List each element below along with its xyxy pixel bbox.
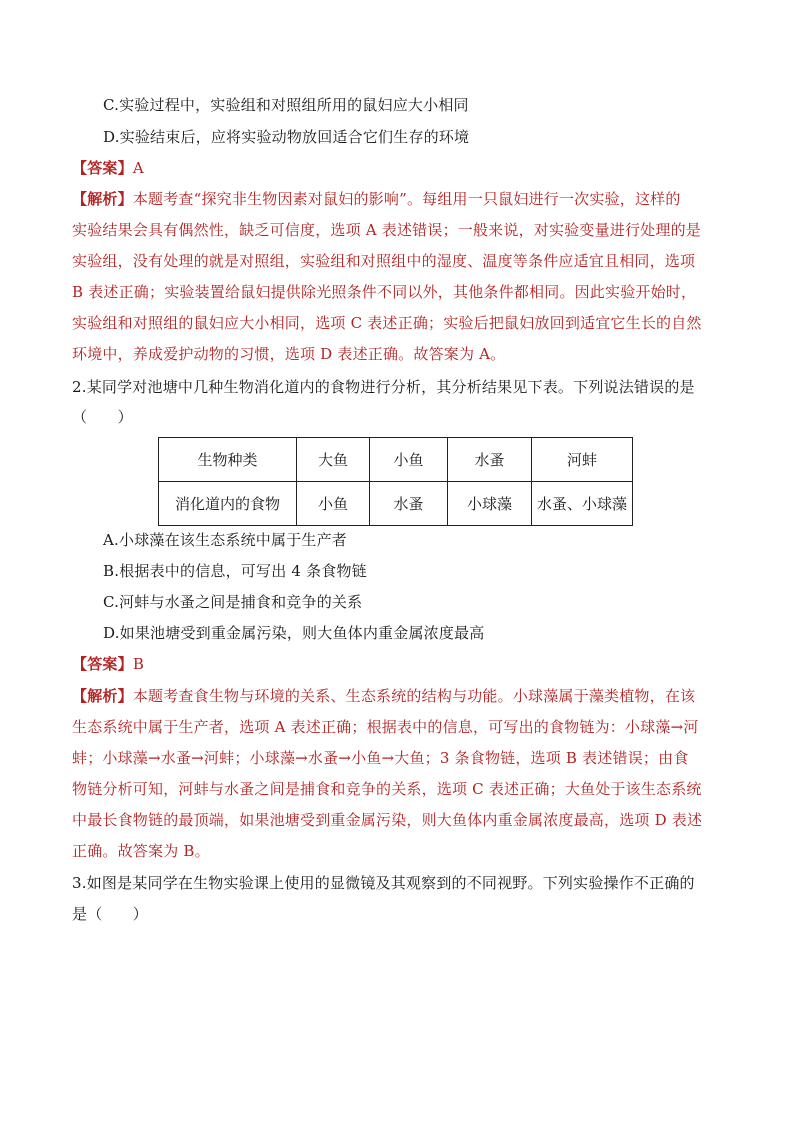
q1-analysis-line-4: B 表述正确；实验装置给鼠妇提供除光照条件不同以外，其他条件都相同。因此实验开始时， [72,283,697,301]
q1-analysis-line-3: 实验组，没有处理的就是对照组，实验组和对照组中的湿度、温度等条件应适宜且相同，选项 [72,252,696,270]
analysis-text: 本题考查食生物与环境的关系、生态系统的结构与功能。小球藻属于藻类植物，在该 [132,687,696,705]
table-cell: 水蚤、小球藻 [532,482,633,526]
table-cell: 大鱼 [297,438,370,482]
q2-analysis-line-3: 蚌；小球藻→水蚤→河蚌；小球藻→水蚤→小鱼→大鱼；3 条食物链，选项 B 表述错误；由食 [72,749,689,767]
table-header-row [159,438,633,482]
analysis-text: 本题考查“探究非生物因素对鼠妇的影响”。每组用一只鼠妇进行一次实验，这样的 [132,190,681,208]
q1-analysis-line-6: 环境中，养成爱护动物的习惯，选项 D 表述正确。故答案为 A。 [72,345,506,363]
answer-label: 【答案】 [72,655,133,673]
table-cell: 河蚌 [532,438,633,482]
table-cell: 生物种类 [159,438,297,482]
table-cell: 小球藻 [448,482,532,526]
q2-stem-line-1: 2.某同学对池塘中几种生物消化道内的食物进行分析，其分析结果见下表。下列说法错误的是 [72,378,695,396]
q1-analysis-line-2: 实验结果会具有偶然性，缺乏可信度，选项 A 表述错误；一般来说，对实验变量进行处理的是 [72,221,701,239]
food-table [158,437,633,526]
analysis-label: 【解析】 [72,687,133,705]
q2-answer [72,654,144,674]
answer-label: 【答案】 [72,159,133,177]
q1-analysis-line-1 [72,189,681,209]
table-cell: 消化道内的食物 [159,482,297,526]
answer-value: A [132,159,144,177]
q3-stem-line-1: 3.如图是某同学在生物实验课上使用的显微镜及其观察到的不同视野。下列实验操作不正确的 [72,874,695,892]
analysis-label: 【解析】 [72,190,133,208]
q2-option-d: D.如果池塘受到重金属污染，则大鱼体内重金属浓度最高 [103,624,485,642]
q2-analysis-line-6: 正确。故答案为 B。 [72,842,210,860]
q2-analysis-line-5: 中最长食物链的最顶端，如果池塘受到重金属污染，则大鱼体内重金属浓度最高，选项 D 表述 [72,811,703,829]
answer-value: B [132,655,145,673]
q1-analysis-line-5: 实验组和对照组的鼠妇应大小相同，选项 C 表述正确；实验后把鼠妇放回到适宜它生长的自然 [72,314,702,332]
q2-stem-line-2: （ ） [72,408,133,426]
q2-analysis-line-4: 物链分析可知，河蚌与水蚤之间是捕食和竞争的关系，选项 C 表述正确；大鱼处于该生态系统 [72,780,702,798]
q2-analysis-line-2: 生态系统中属于生产者，选项 A 表述正确；根据表中的信息，可写出的食物链为：小球藻→河 [72,718,699,736]
q1-answer [72,158,144,178]
q2-option-c: C.河蚌与水蚤之间是捕食和竞争的关系 [103,593,363,611]
table-cell: 小鱼 [370,438,448,482]
table-cell: 水蚤 [370,482,448,526]
q2-option-b: B.根据表中的信息，可写出 4 条食物链 [103,562,367,580]
q1-option-c: C.实验过程中，实验组和对照组所用的鼠妇应大小相同 [103,96,469,114]
table-cell: 小鱼 [297,482,370,526]
table-cell: 水蚤 [448,438,532,482]
q2-analysis-line-1 [72,686,695,706]
q3-stem-line-2: 是（ ） [72,905,149,923]
q1-option-d: D.实验结束后，应将实验动物放回适合它们生存的环境 [103,128,470,146]
table-row [159,482,633,526]
q2-option-a: A.小球藻在该生态系统中属于生产者 [103,531,348,549]
